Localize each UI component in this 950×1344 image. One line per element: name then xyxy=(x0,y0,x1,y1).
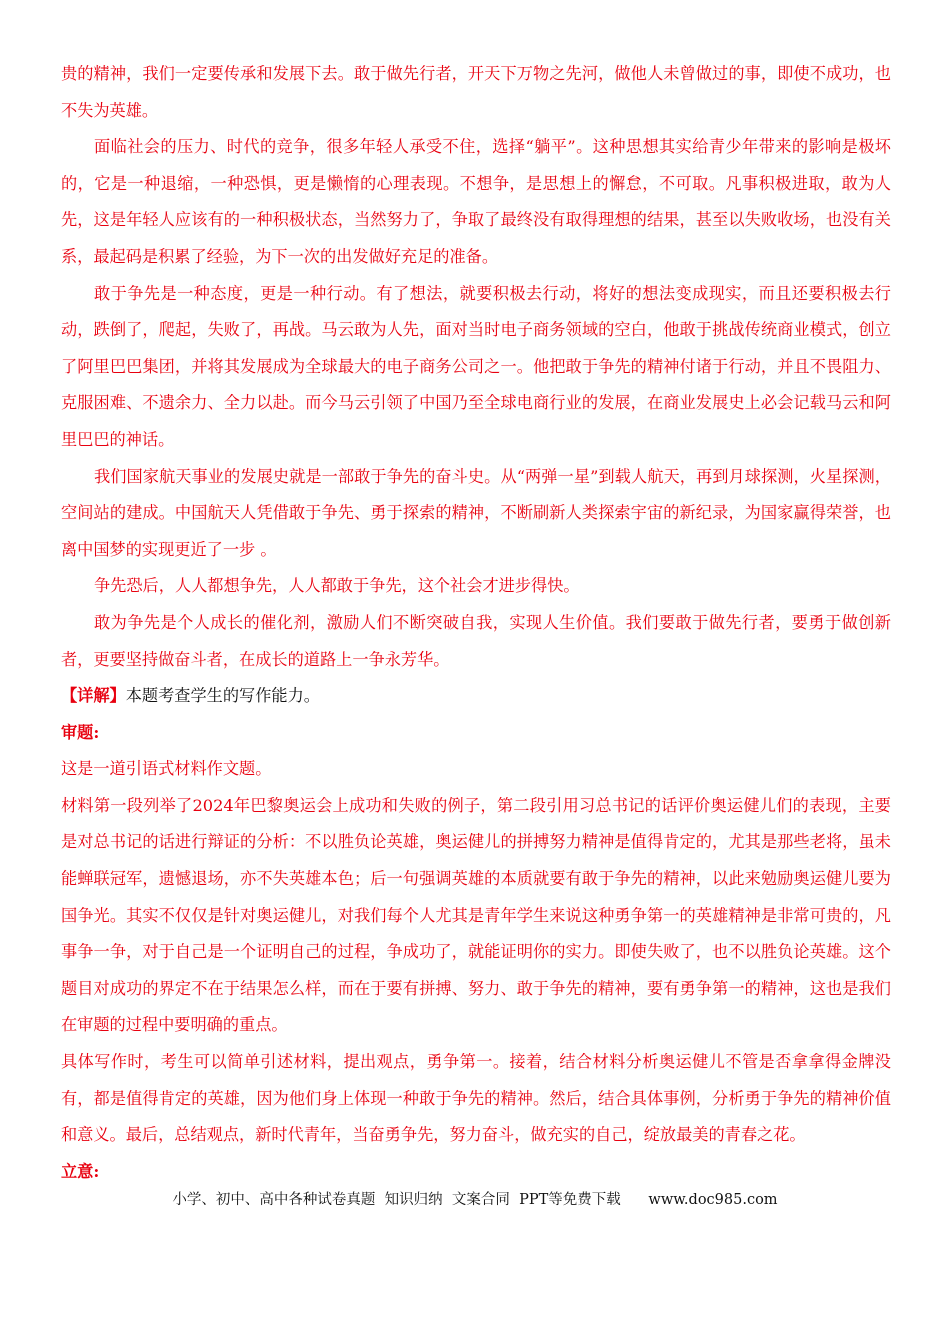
detail-line xyxy=(61,678,891,715)
essay-paragraph-4: 我们国家航天事业的发展史就是一部敢于争先的奋斗史。从“两弹一星”到载人航天，再到月球探测，火星探测，空间站的建成。中国航天人凭借敢于争先、勇于探索的精神，不断刷新人类探索宇宙的新纪录，为国家赢得荣誉，也离中国梦的实现更近了一步 。 xyxy=(61,466,891,559)
shenti-paragraph-2: 材料第一段列举了2024年巴黎奥运会上成功和失败的例子，第二段引用习总书记的话评价奥运健儿们的表现，主要是对总书记的话进行辩证的分析：不以胜负论英雄，奥运健儿的拼搏努力精神是值得肯定的，尤其是那些老将，虽未能蝉联冠军，遗憾退场，亦不失英雄本色；后一句强调英雄的本质就要有敢于争先的精神，以此来勉励奥运健儿要为国争光。其实不仅仅是针对奥运健儿，对我们每个人尤其是青年学生来说这种勇争第一的英雄精神是非常可贵的，凡事争一争，对于自己是一个证明自己的过程，争成功了，就能证明你的实力。即使失败了，也不以胜负论英雄。这个题目对成功的界定不在于结果怎么样，而在于要有拼搏、努力、敢于争先的精神，要有勇争第一的精神，这也是我们在审题的过程中要明确的重点。 xyxy=(61,795,891,1035)
shenti-paragraph-3: 具体写作时，考生可以简单引述材料，提出观点，勇争第一。接着，结合材料分析奥运健儿不管是否拿拿得金牌没有，都是值得肯定的英雄，因为他们身上体现一种敢于争先的精神。然后，结合具体事例，分析勇于争先的精神价值和意义。最后，总结观点，新时代青年，当奋勇争先，努力奋斗，做充实的自己，绽放最美的青春之花。 xyxy=(61,1052,891,1145)
essay-paragraph-5: 争先恐后，人人都想争先，人人都敢于争先，这个社会才进步得快。 xyxy=(94,576,580,596)
essay-paragraph-6: 敢为争先是个人成长的催化剂，激励人们不断突破自我，实现人生价值。我们要敢于做先行者，要勇于做创新者，更要坚持做奋斗者，在成长的道路上一争永芳华。 xyxy=(61,612,891,669)
shenti-heading: 审题: xyxy=(61,722,100,742)
detail-text: 本题考查学生的写作能力。 xyxy=(125,686,320,706)
essay-paragraph-3: 敢于争先是一种态度，更是一种行动。有了想法，就要积极去行动，将好的想法变成现实，而且还要积极去行动，跌倒了，爬起，失败了，再战。马云敢为人先，面对当时电子商务领域的空白，他敢于挑战传统商业模式，创立了阿里巴巴集团，并将其发展成为全球最大的电子商务公司之一。他把敢于争先的精神付诸于行动，并且不畏阻力、克服困难、不遗余力、全力以赴。而今马云引领了中国乃至全球电商行业的发展，在商业发展史上必会记载马云和阿里巴巴的神话。 xyxy=(61,283,891,449)
essay-paragraph-1: 贵的精神，我们一定要传承和发展下去。敢于做先行者，开天下万物之先河，做他人未曾做过的事，即使不成功，也不失为英雄。 xyxy=(61,64,891,120)
detail-label: 【详解】 xyxy=(61,686,126,706)
document-body xyxy=(61,56,891,1190)
page-footer: 小学、初中、高中各种试卷真题 知识归纳 文案合同 PPT等免费下载 www.doc985.com xyxy=(172,1192,778,1208)
shenti-paragraph-1: 这是一道引语式材料作文题。 xyxy=(61,759,272,779)
essay-paragraph-2: 面临社会的压力、时代的竞争，很多年轻人承受不住，选择“躺平”。这种思想其实给青少年带来的影响是极坏的，它是一种退缩，一种恐惧，更是懒惰的心理表现。不想争，是思想上的懈怠，不可取。凡事积极进取，敢为人先，这是年轻人应该有的一种积极状态，当然努力了，争取了最终没有取得理想的结果，甚至以失败收场，也没有关系，最起码是积累了经验，为下一次的出发做好充足的准备。 xyxy=(61,137,891,266)
liyi-heading: 立意: xyxy=(61,1161,100,1181)
